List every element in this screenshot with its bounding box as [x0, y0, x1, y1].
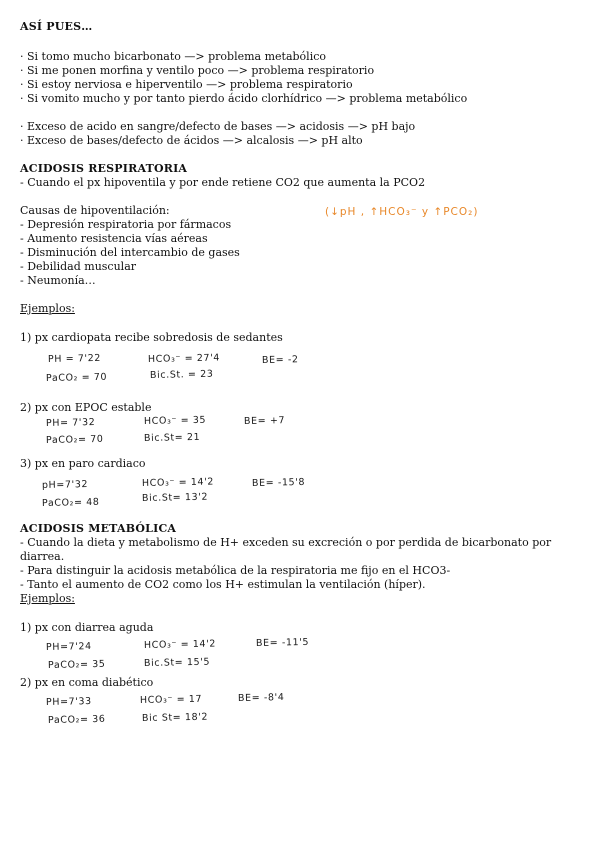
met-point: - Tanto el aumento de CO2 como los H+ estimulan la ventilación (híper). [20, 578, 426, 591]
summary-rule: · Exceso de acido en sangre/defecto de bases —> acidosis —> pH bajo [20, 120, 416, 133]
resp-cause-item: - Depresión respiratoria por fármacos [20, 218, 232, 231]
example-hco3: HCO₃⁻ = 27'4 [147, 352, 221, 365]
example-bicst: Bic St= 18'2 [141, 711, 209, 724]
resp-heading: ACIDOSIS RESPIRATORIA [20, 162, 188, 175]
example-hco3: HCO₃⁻ = 35 [143, 414, 207, 427]
resp-cause-item: - Aumento resistencia vías aéreas [20, 232, 208, 245]
example-be: BE= -15'8 [251, 476, 306, 489]
example-ph: PH= 7'32 [45, 416, 96, 429]
summary-case: · Si estoy nerviosa e hiperventilo —> problema respiratorio [20, 78, 353, 91]
example-paco2: PaCO₂= 36 [47, 713, 106, 726]
example-bicst: Bic.St= 21 [143, 431, 201, 444]
example-ph: PH=7'24 [45, 641, 92, 653]
example-paco2: PaCO₂= 48 [41, 496, 100, 509]
example-hco3: HCO₃⁻ = 14'2 [143, 638, 217, 651]
example-title: 1) px con diarrea aguda [20, 621, 154, 634]
example-hco3: HCO₃⁻ = 14'2 [141, 476, 215, 489]
example-paco2: PaCO₂= 35 [47, 658, 106, 671]
example-title: 2) px con EPOC estable [20, 401, 152, 414]
resp-cause-item: - Disminución del intercambio de gases [20, 246, 240, 259]
resp-examples-title: Ejemplos: [20, 302, 75, 315]
example-be: BE= +7 [243, 415, 286, 427]
example-title: 1) px cardiopata recibe sobredosis de sedantes [20, 331, 283, 344]
summary-case: · Si vomito mucho y por tanto pierdo ácido clorhídrico —> problema metabólico [20, 92, 468, 105]
example-title: 3) px en paro cardiaco [20, 457, 146, 470]
resp-definition: - Cuando el px hipoventila y por ende retiene CO2 que aumenta la PCO2 [20, 176, 426, 189]
met-examples-title: Ejemplos: [20, 592, 75, 605]
example-bicst: Bic.St= 15'5 [143, 656, 211, 669]
example-ph: pH=7'32 [41, 479, 89, 491]
resp-cause-item: - Neumonía… [20, 274, 96, 287]
met-definition: - Cuando la dieta y metabolismo de H+ exceden su excreción o por perdida de bicarbonato por diarrea. [20, 536, 552, 563]
summary-case: · Si tomo mucho bicarbonato —> problema metabólico [20, 50, 326, 63]
resp-handwritten-note: (↓pH , ↑HCO₃⁻ y ↑PCO₂) [325, 206, 479, 218]
example-bicst: Bic.St= 13'2 [141, 491, 209, 504]
met-heading: ACIDOSIS METABÓLICA [20, 522, 177, 535]
example-ph: PH = 7'22 [47, 352, 102, 365]
example-bicst: Bic.St. = 23 [149, 368, 214, 381]
summary-heading: ASÍ PUES… [20, 20, 93, 33]
summary-rule: · Exceso de bases/defecto de ácidos —> alcalosis —> pH alto [20, 134, 363, 147]
resp-cause-item: - Debilidad muscular [20, 260, 137, 273]
example-ph: PH=7'33 [45, 696, 92, 708]
example-hco3: HCO₃⁻ = 17 [139, 693, 203, 706]
example-paco2: PaCO₂= 70 [45, 433, 104, 446]
met-point: - Para distinguir la acidosis metabólica de la respiratoria me fijo en el HCO3- [20, 564, 451, 577]
example-title: 2) px en coma diabético [20, 676, 154, 689]
example-paco2: PaCO₂ = 70 [45, 371, 108, 384]
summary-case: · Si me ponen morfina y ventilo poco —> problema respiratorio [20, 64, 375, 77]
example-be: BE= -2 [261, 354, 299, 366]
example-be: BE= -8'4 [237, 692, 285, 704]
resp-causes-title: Causas de hipoventilación: [20, 204, 170, 217]
example-be: BE= -11'5 [255, 636, 310, 649]
